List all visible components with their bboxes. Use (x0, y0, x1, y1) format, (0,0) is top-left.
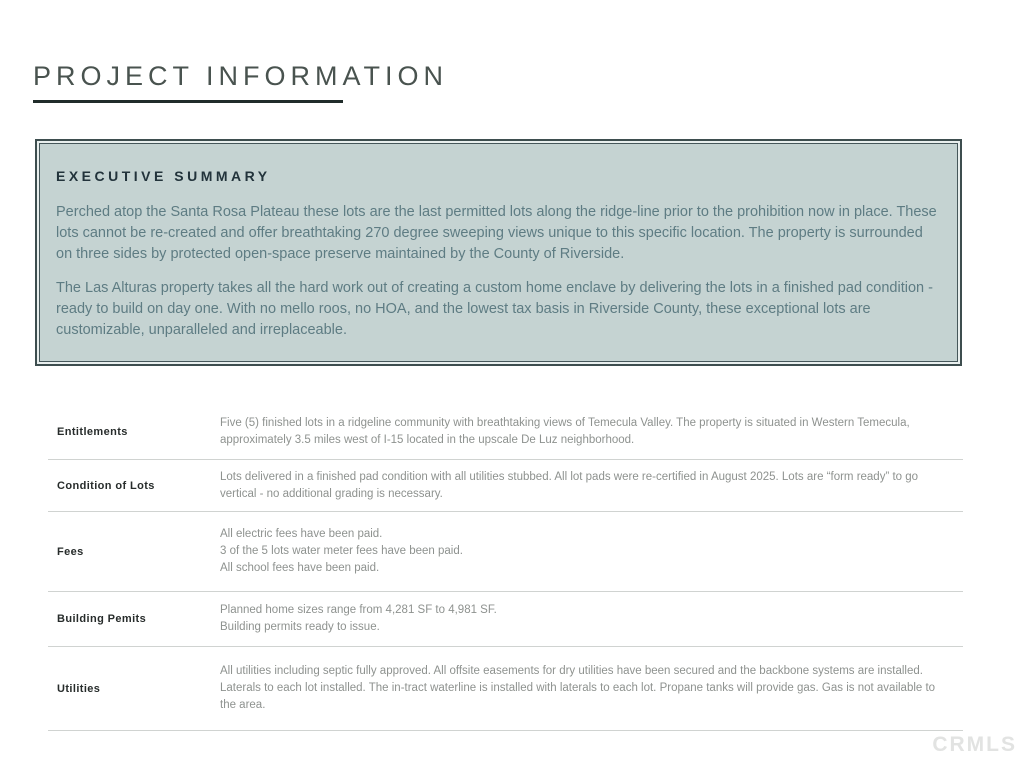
summary-paragraph-2: The Las Alturas property takes all the hard work out of creating a custom home enclave by delivering the lots in a finished pad condition - ready to build on day one. With no mello roos, no HOA, and the lowest tax basis in Riverside County, these exceptional lots are customizable, unparalleled and irreplaceable. (56, 280, 933, 338)
row-value (220, 461, 963, 511)
table-row (48, 647, 963, 731)
page-title: PROJECT INFORMATION (33, 61, 449, 91)
row-value-line: All school fees have been paid. (220, 562, 380, 574)
row-value (220, 518, 963, 585)
crmls-watermark: CRMLS (932, 733, 1017, 756)
table-row (48, 460, 963, 512)
executive-summary-heading: EXECUTIVE SUMMARY (56, 168, 271, 184)
table-row (48, 512, 963, 592)
row-value-line: Five (5) finished lots in a ridgeline community with breathtaking views of Temecula Valley. The property is situated in Western Temecula, approximately 3.5 miles west of I-15 located in the upscale De Luz neighborhood. (220, 417, 910, 446)
title-underline (33, 100, 343, 103)
row-value-line: Building permits ready to issue. (220, 621, 380, 633)
row-value-line: All electric fees have been paid. (220, 528, 383, 540)
row-value-line: All utilities including septic fully approved. All offsite easements for dry utilities have been secured and the backbone systems are installed. Laterals to each lot installed. The in-tract waterline is installed with laterals to each lot. Propane tanks will provide gas. Gas is not available to the area. (220, 665, 936, 711)
row-label: Utilities (57, 682, 101, 695)
row-value (220, 407, 963, 457)
table-row (48, 592, 963, 647)
row-value (220, 655, 963, 722)
executive-summary-inner (39, 143, 958, 362)
row-value (220, 594, 963, 644)
row-value-line: Planned home sizes range from 4,281 SF to 4,981 SF. (220, 604, 497, 616)
summary-paragraph-1: Perched atop the Santa Rosa Plateau these lots are the last permitted lots along the ridge-line prior to the prohibition now in place. These lots cannot be re-created and offer breathtaking 270 degree sweeping views unique to this specific location. The property is surrounded on three sides by protected open-space preserve maintained by the County of Riverside. (56, 204, 937, 262)
row-label: Condition of Lots (57, 479, 155, 492)
executive-summary-box (35, 139, 962, 366)
row-value-line: 3 of the 5 lots water meter fees have been paid. (220, 545, 463, 557)
row-label: Building Pemits (57, 613, 147, 625)
table-row (48, 405, 963, 460)
project-details-table (48, 405, 963, 731)
row-label: Entitlements (57, 426, 128, 438)
row-label: Fees (57, 545, 84, 558)
row-value-line: Lots delivered in a finished pad condition with all utilities stubbed. All lot pads were re-certified in August 2025. Lots are “form ready” to go vertical - no additional grading is necessary. (220, 470, 919, 500)
